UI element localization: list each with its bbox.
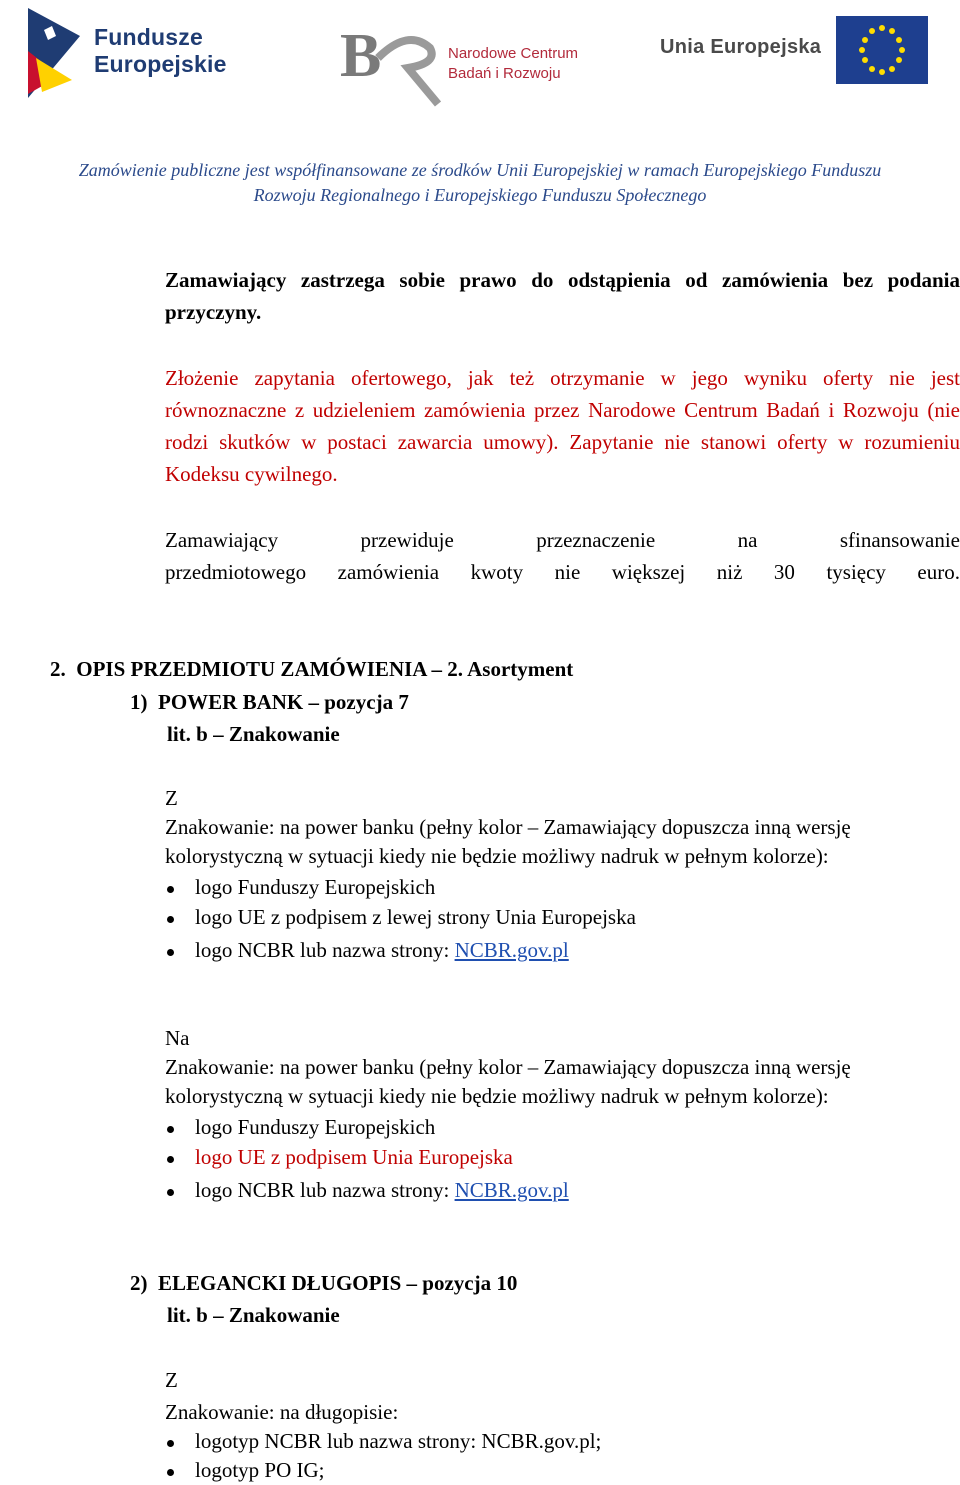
marking-label: Znakowanie: [165,815,275,839]
list-item: logo Funduszy Europejskich [165,873,925,902]
pen-marking-list [165,1427,925,1485]
ncbr-link[interactable]: NCBR.gov.pl [454,938,569,962]
header-logos [0,0,960,150]
ncbr-mark-icon [338,18,448,108]
marking-list [165,873,925,965]
marking-text: na power banku (pełny kolor – Zamawiający dopuszcza inną wersję kolorystyczną w sytuacji kiedy nie będzie możliwy nadruk w pełnym kolorze): [165,815,851,868]
list-item: logo Funduszy Europejskich [165,1113,925,1142]
cofinancing-note-line2: Rozwoju Regionalnego i Europejskiego Funduszu Społecznego [253,185,707,205]
list-item [165,936,925,965]
list-item: logo UE z podpisem Unia Europejska [165,1143,925,1172]
fe-logo-line2: Europejskie [94,51,227,77]
pen-marking-description: Znakowanie: na długopisie: [165,1400,399,1424]
list-item-text: logo NCBR lub nazwa strony: [195,1178,455,1202]
withdrawal-clause: Zamawiający zastrzega sobie prawo do odstąpienia od zamówienia bez podania przyczyny. [165,268,960,324]
list-item: logotyp PO IG; [165,1456,925,1485]
ncbr-link[interactable]: NCBR.gov.pl [454,1178,569,1202]
fe-logo-line1: Fundusze [94,24,203,50]
marking-description [165,1053,925,1111]
item1-na-label: Na [165,1026,190,1050]
ue-logo-text: Unia Europejska [660,36,822,58]
unia-europejska-logo [660,14,930,86]
item2-z-label: Z [165,1368,178,1392]
fundusze-europejskie-logo [22,6,242,98]
ncbr-logo-line1: Narodowe Centrum [448,45,579,62]
svg-text:B: B [340,22,382,90]
item2-heading: 2) ELEGANCKI DŁUGOPIS – pozycja 10 [130,1271,518,1295]
ncbr-logo [338,18,588,108]
budget-clause-line2: przedmiotowego zamówienia kwoty nie większej niż 30 tysięcy euro. [165,560,960,584]
marking-label: Znakowanie: [165,1055,275,1079]
pen-marking-block [165,1366,925,1485]
item1-lit: lit. b – Znakowanie [167,722,340,746]
list-item: logo UE z podpisem z lewej strony Unia Europejska [165,903,925,932]
section-heading: 2. OPIS PRZEDMIOTU ZAMÓWIENIA – 2. Asortyment [50,657,574,681]
marking-list [165,1113,925,1205]
item2-lit: lit. b – Znakowanie [167,1303,340,1327]
ncbr-logo-line2: Badań i Rozwoju [448,65,561,82]
fe-flag-icon [22,6,92,98]
list-item-text: logo NCBR lub nazwa strony: [195,938,455,962]
eu-flag-icon [836,16,928,84]
no-contract-clause: Złożenie zapytania ofertowego, jak też otrzymanie w jego wyniku oferty nie jest równoznaczne z udzieleniem zamówienia przez Narodowe Centrum Badań i Rozwoju (nie rodzi skutków w postaci zawarcia umowy). Zapytanie nie stanowi oferty w rozumieniu Kodeksu cywilnego. [165,366,960,486]
marking-block-original [165,784,925,965]
list-item: logotyp NCBR lub nazwa strony: NCBR.gov.pl; [165,1427,925,1456]
list-item [165,1176,925,1205]
budget-clause [165,524,960,588]
item1-heading: 1) POWER BANK – pozycja 7 [130,690,409,714]
item1-z-label: Z [165,786,178,810]
marking-block-new [165,1024,925,1205]
marking-text: na power banku (pełny kolor – Zamawiający dopuszcza inną wersję kolorystyczną w sytuacji kiedy nie będzie możliwy nadruk w pełnym kolorze): [165,1055,851,1108]
cofinancing-note [0,158,960,208]
cofinancing-note-line1: Zamówienie publiczne jest współfinansowane ze środków Unii Europejskiej w ramach Europejskiego Funduszu [78,160,882,180]
marking-description [165,813,925,871]
budget-clause-line1: Zamawiający przewiduje przeznaczenie na sfinansowanie [165,528,960,552]
